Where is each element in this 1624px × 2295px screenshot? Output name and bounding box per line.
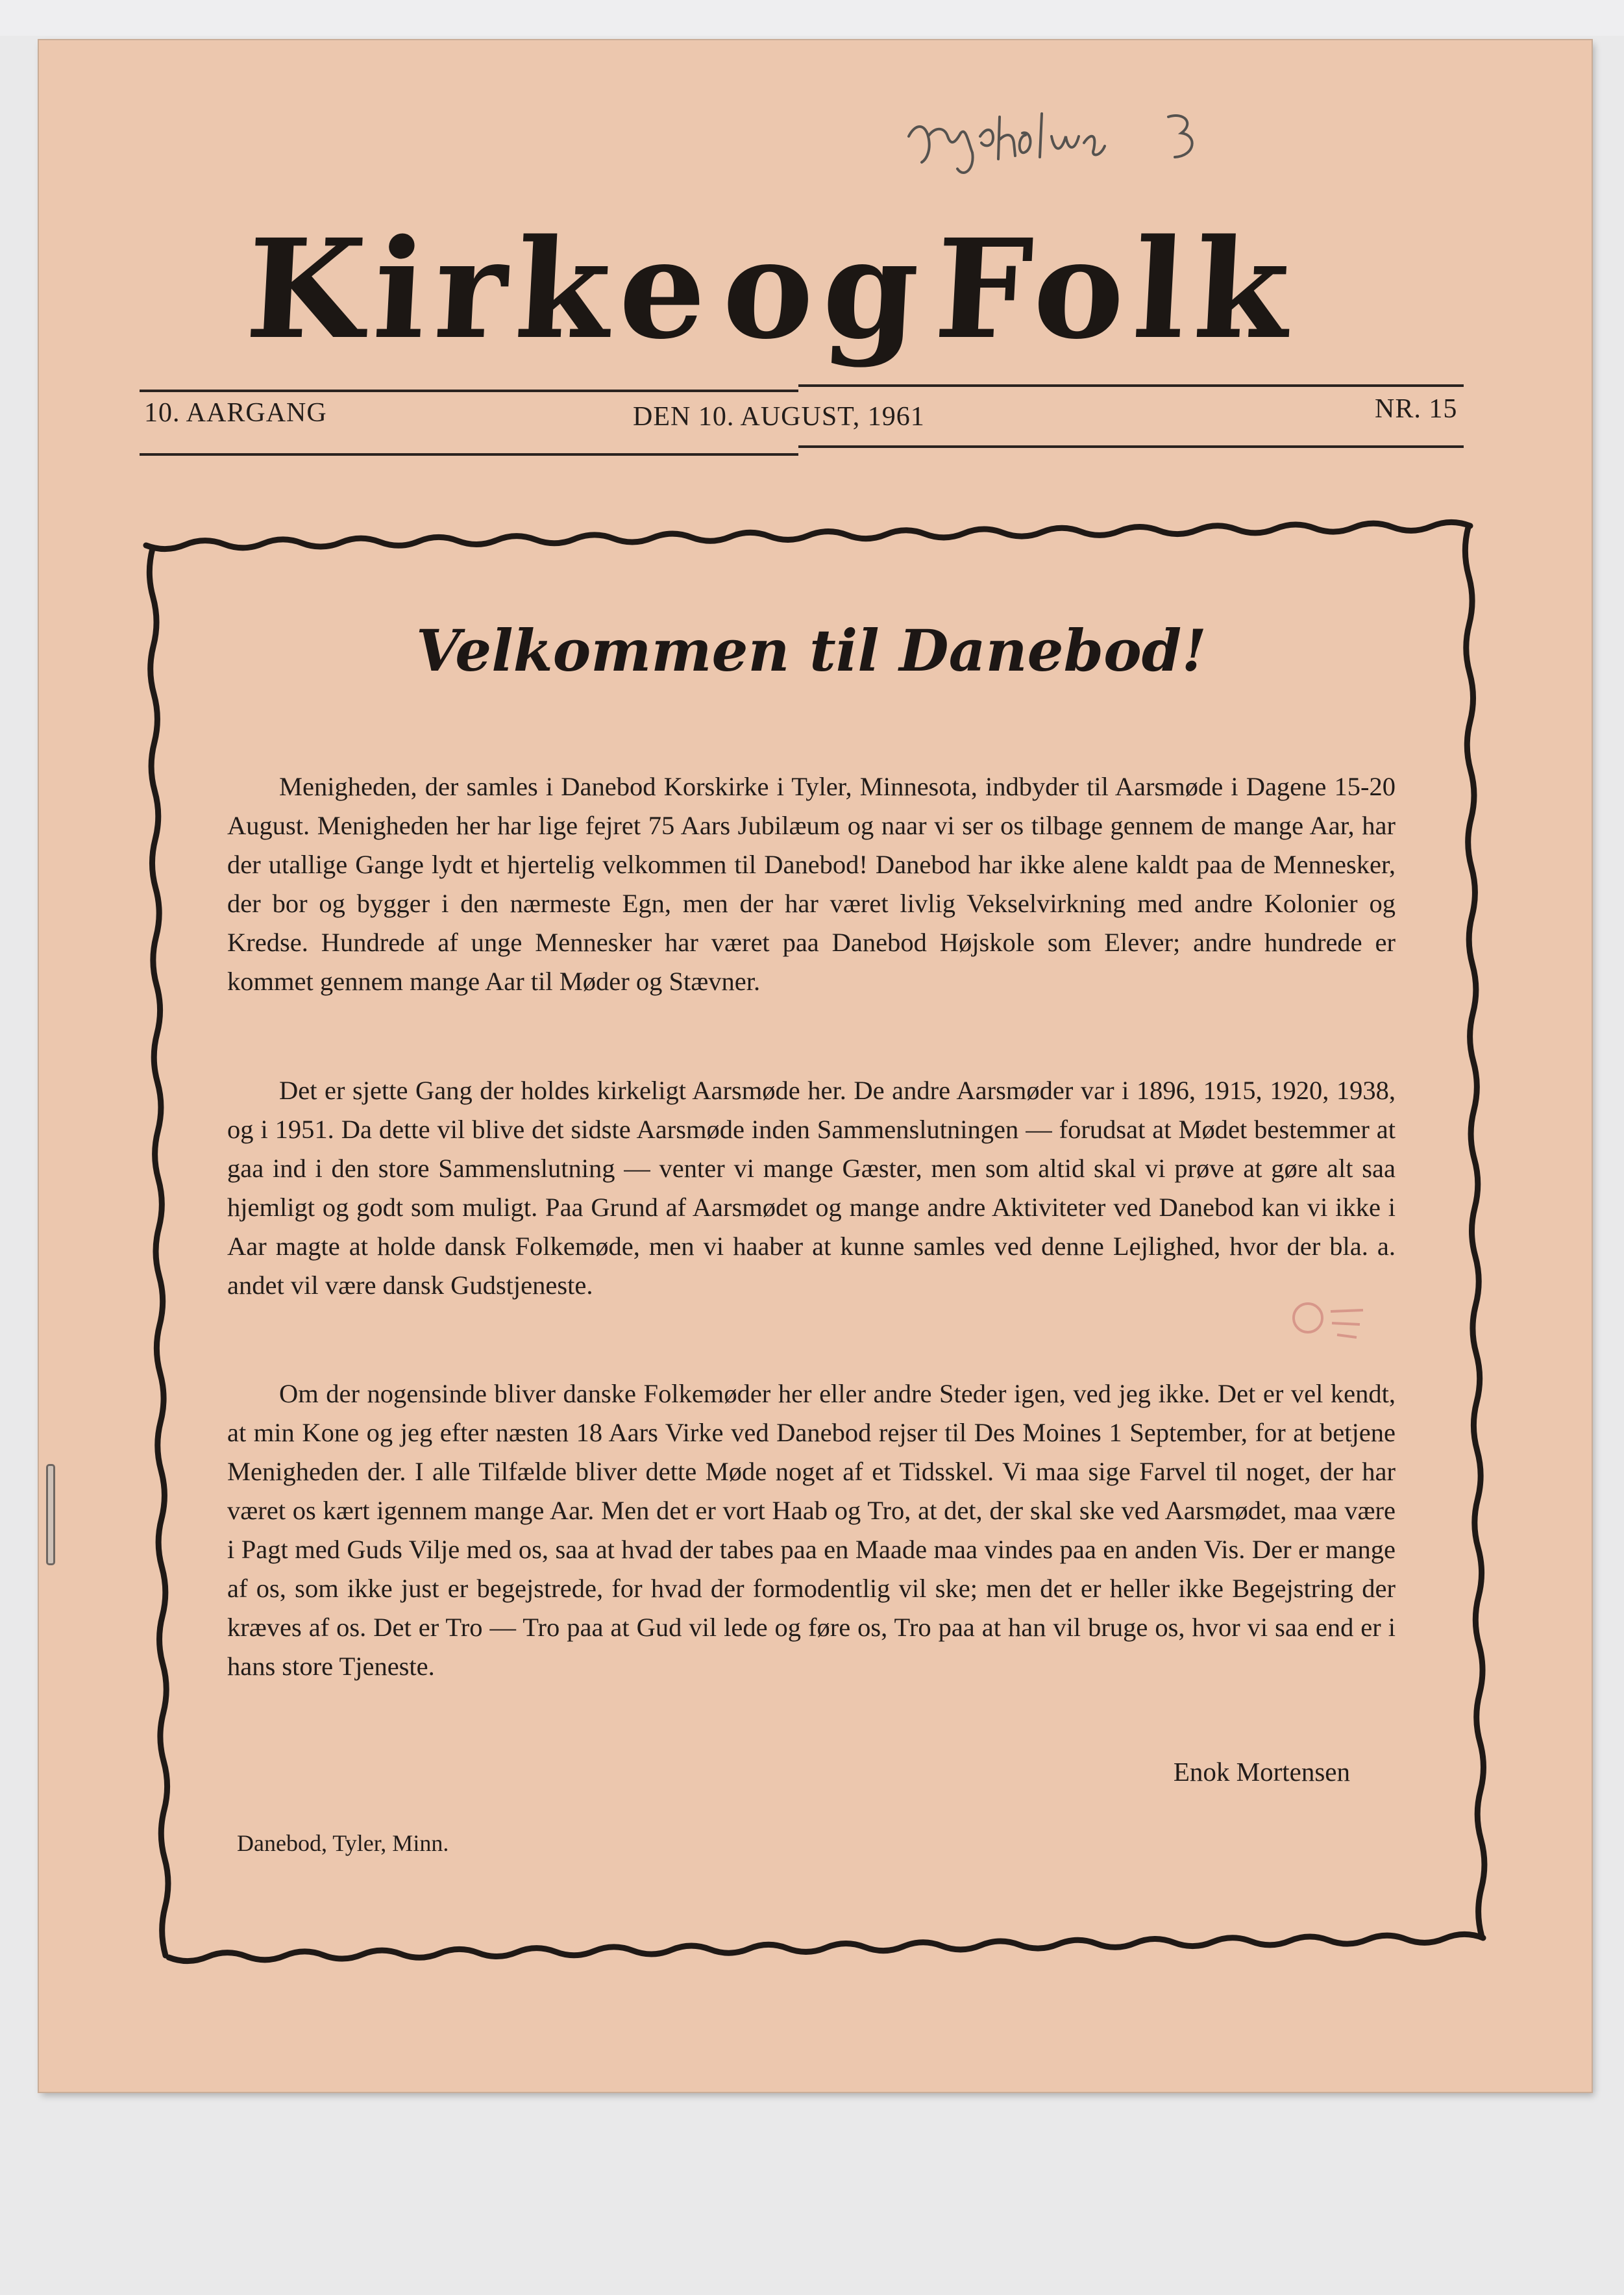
frame-left-edge bbox=[149, 549, 168, 1955]
article-paragraph bbox=[227, 1374, 1396, 1686]
place-line: Danebod, Tyler, Minn. bbox=[237, 1830, 449, 1856]
frame-top-edge bbox=[146, 522, 1470, 549]
faded-stamp bbox=[1279, 1292, 1376, 1350]
masthead-rule-top bbox=[798, 384, 1464, 387]
masthead-rule-bottom bbox=[798, 445, 1464, 448]
paragraph-text: Om der nogensinde bliver danske Folkemøder her eller andre Steder igen, ved jeg ikke. Det er vel kendt, at min Kone og jeg efter næsten 18 Aars Virke ved Danebod rejser til Des Moines 1 September, for at betjene Menigheden der. I alle Tilfælde bliver dette Møde noget af et Tidsskel. Vi maa sige Farvel til noget, der har været os kært igennem mange Aar. Men det er vort Haab og Tro, at det, der skal ske ved Aarsmødet, maa være i Pagt med Guds Vilje med os, saa at hvad der tabes paa en Maade maa vindes paa en anden Vis. Der er mange af os, som ikke just er begejstrede, for hvad der formodentlig vil ske; men det er heller ikke Begejstring der kræves af os. Det er Tro — Tro paa at Gud vil lede og føre os, Tro paa at han vil bruge os, hvor vi saa end er i hans store Tjeneste. bbox=[227, 1379, 1396, 1681]
scan-background bbox=[0, 0, 1624, 36]
frame-right-edge bbox=[1465, 527, 1484, 1937]
volume-label: 10. AARGANG bbox=[144, 398, 327, 428]
masthead-word: og bbox=[719, 208, 932, 369]
article-paragraph bbox=[227, 1071, 1396, 1305]
frame-bottom-edge bbox=[169, 1934, 1483, 1961]
paragraph-text: Det er sjette Gang der holdes kirkeligt Aarsmøde her. De andre Aarsmøder var i 1896, 1915, 1920, 1938, og i 1951. Da dette vil blive det sidste Aarsmøde inden Sammenslutningen — forudsat at Mødet bestemmer at gaa ind i den store Sammenslutning — venter vi mange Gæster, men som altid skal vi prøve at gøre alt saa hjemligt og godt som muligt. Paa Grund af Aarsmødet og mange andre Aktiviteter ved Danebod kan vi ikke i Aar magte at holde dansk Folkemøde, men vi haaber at kunne samles ved denne Lejlighed, hvor der bla. a. andet vil være dansk Gudstjeneste. bbox=[227, 1076, 1396, 1300]
paragraph-text: Menigheden, der samles i Danebod Korskirke i Tyler, Minnesota, indbyder til Aarsmøde i Dagene 15-20 August. Menigheden her har lige fejret 75 Aars Jubilæum og naar vi ser os tilbage gennem de mange Aar, har der utallige Gange lydt et hjertelig velkommen til Danebod! Danebod har ikke alene kaldt paa de Mennesker, der bor og bygger i den nærmeste Egn, men der har været livlig Vekselvirkning med andre Kolonier og Kredse. Hundrede af unge Mennesker har været paa Danebod Højskole som Elever; andre hundrede er kommet gennem mange Aar til Møder og Stævner. bbox=[227, 772, 1396, 996]
issue-date: DEN 10. AUGUST, 1961 bbox=[633, 402, 925, 432]
handwritten-note bbox=[896, 97, 1220, 182]
masthead-title bbox=[242, 208, 1302, 370]
staple bbox=[46, 1464, 55, 1565]
masthead-rule-top bbox=[140, 390, 798, 392]
issue-number: NR. 15 bbox=[1375, 394, 1458, 424]
article-title: Velkommen til Danebod! bbox=[416, 617, 1207, 684]
author-signature: Enok Mortensen bbox=[1173, 1757, 1350, 1787]
masthead-word: Folk bbox=[931, 208, 1303, 369]
article-paragraph bbox=[227, 767, 1396, 1001]
masthead-word: Kirke bbox=[242, 208, 720, 369]
masthead-rule-bottom bbox=[140, 453, 798, 456]
